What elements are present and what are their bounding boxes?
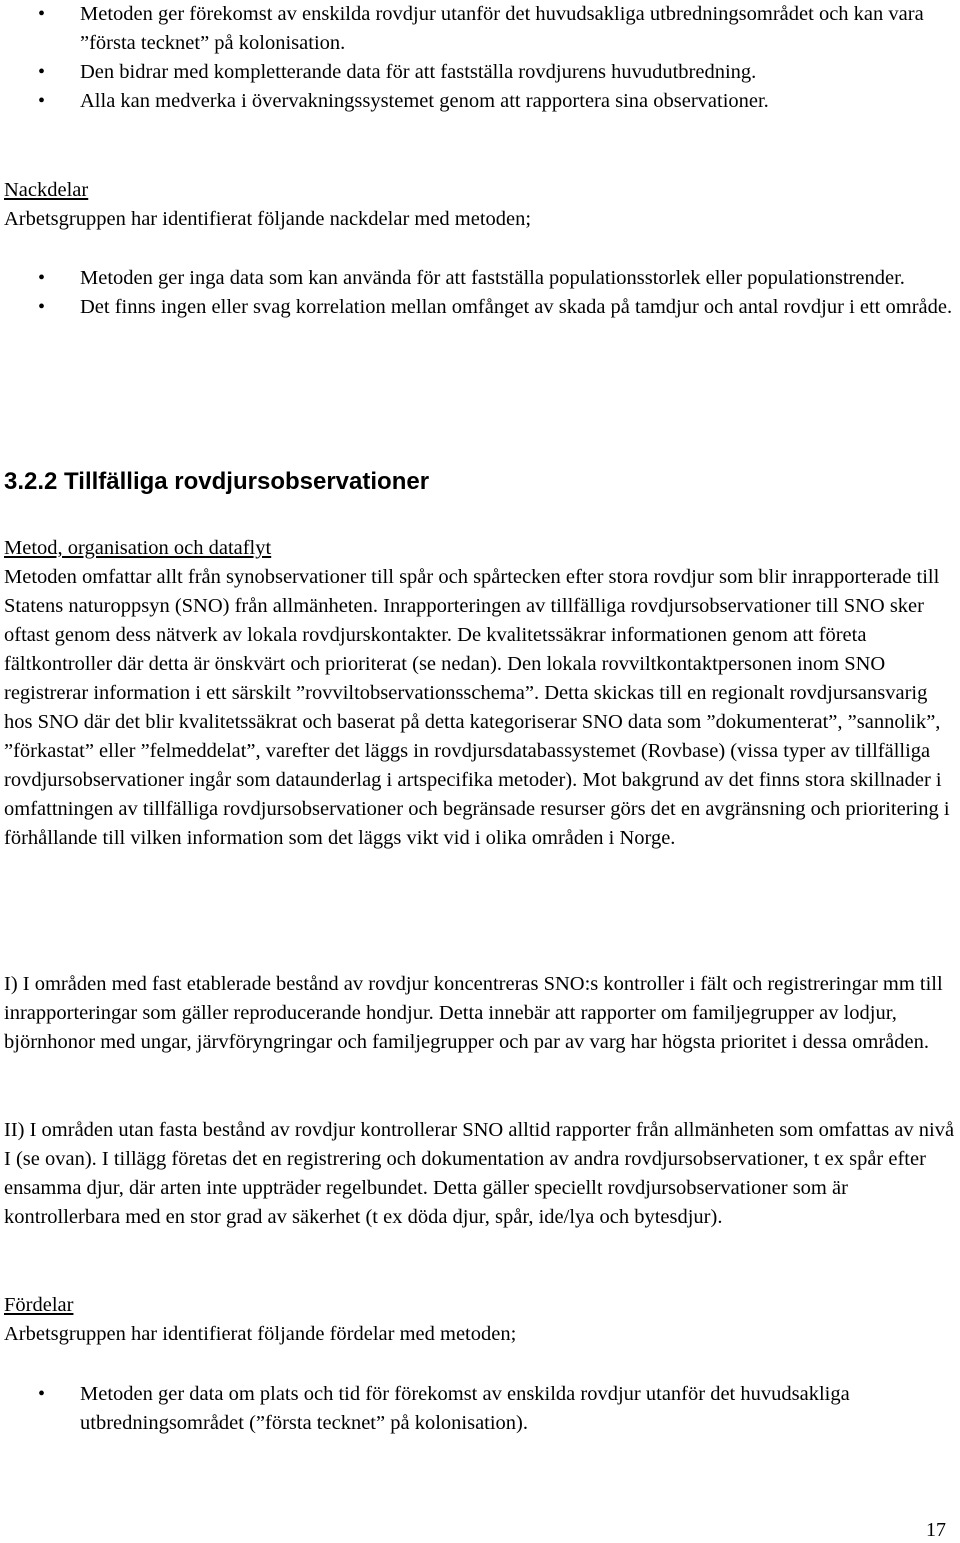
nackdelar-heading: Nackdelar bbox=[4, 179, 89, 201]
fordelar-heading: Fördelar bbox=[4, 1294, 74, 1316]
list-item: • Det finns ingen eller svag korrelation mellan omfånget av skada på tamdjur och antal rovdjur i ett område. bbox=[0, 293, 956, 322]
paragraph-level-1: I) I områden med fast etablerade bestånd av rovdjur koncentreras SNO:s kontroller i fält och registreringar mm till inrapporteringar som gäller reproducerande hondjur. Detta innebär att rapporter om familjegrupper av lodjur, björnhonor med ungar, järvföryngringar och familjegrupper och par av varg har högsta prioritet i dessa områden. bbox=[4, 973, 943, 1053]
top-bullet-list bbox=[0, 0, 956, 116]
paragraph-level-2: II) I områden utan fasta bestånd av rovdjur kontrollerar SNO alltid rapporter från allmänheten som omfattas av nivå I (se ovan). I tillägg företas det en registrering och dokumentation av andra rovdjursobservationer, t ex spår efter ensamma djur, där arten inte uppträder regelbundet. Detta gäller speciellt rovdjursobservationer som är kontrollerbara med en stor grad av säkerhet (t ex döda djur, spår, ide/lya och bytesdjur). bbox=[4, 1119, 955, 1228]
fordelar-bullet-list bbox=[0, 1380, 956, 1438]
list-item: • Metoden ger förekomst av enskilda rovdjur utanför det huvudsakliga utbredningsområdet och kan vara ”första tecknet” på kolonisation. bbox=[0, 0, 956, 58]
nackdelar-intro: Arbetsgruppen har identifierat följande nackdelar med metoden; bbox=[4, 208, 532, 230]
list-item: • Alla kan medverka i övervakningssystemet genom att rapportera sina observationer. bbox=[0, 87, 956, 116]
fordelar-intro: Arbetsgruppen har identifierat följande fördelar med metoden; bbox=[4, 1323, 517, 1345]
page-number: 17 bbox=[926, 1519, 946, 1541]
section-subheading: Metod, organisation och dataflyt bbox=[4, 537, 272, 559]
list-item: • Den bidrar med kompletterande data för att fastställa rovdjurens huvudutbredning. bbox=[0, 58, 956, 87]
section-title: 3.2.2 Tillfälliga rovdjursobservationer bbox=[4, 468, 430, 495]
list-item: • Metoden ger inga data som kan använda för att fastställa populationsstorlek eller populationstrender. bbox=[0, 264, 956, 293]
list-item: • Metoden ger data om plats och tid för förekomst av enskilda rovdjur utanför det huvudsakliga utbredningsområdet (”första tecknet” på kolonisation). bbox=[0, 1380, 956, 1438]
nackdelar-bullet-list bbox=[0, 264, 956, 322]
section-paragraph: Metoden omfattar allt från synobservationer till spår och spårtecken efter stora rovdjur som blir inrapporterade till Statens naturoppsyn (SNO) från allmänheten. Inrapporteringen av tillfälliga rovdjursobservationer till SNO sker oftast genom dess nätverk av lokala rovdjurskontakter. De kvalitetssäkrar informationen genom att företa fältkontroller där detta är önskvärt och prioriterat (se nedan). Den lokala rovviltkontaktpersonen inom SNO registrerar information i ett särskilt ”rovviltobservationsschema”. Detta skickas till en regionalt rovdjursansvarig hos SNO där det blir kvalitetssäkrat och baserat på detta kategoriserar SNO data som ”dokumenterat”, ”sannolik”, ”förkastat” eller ”felmeddelat”, varefter det läggs in rovdjursdatabassystemet (Rovbase) (vissa typer av tillfälliga rovdjursobservationer ingår som dataunderlag i artspecifika metoder). Mot bakgrund av det finns stora skillnader i omfattningen av tillfälliga rovdjursobservationer och begränsade resurser görs det en avgränsning och prioritering i förhållande till vilken information som det läggs vikt vid i olika områden i Norge. bbox=[4, 566, 950, 849]
